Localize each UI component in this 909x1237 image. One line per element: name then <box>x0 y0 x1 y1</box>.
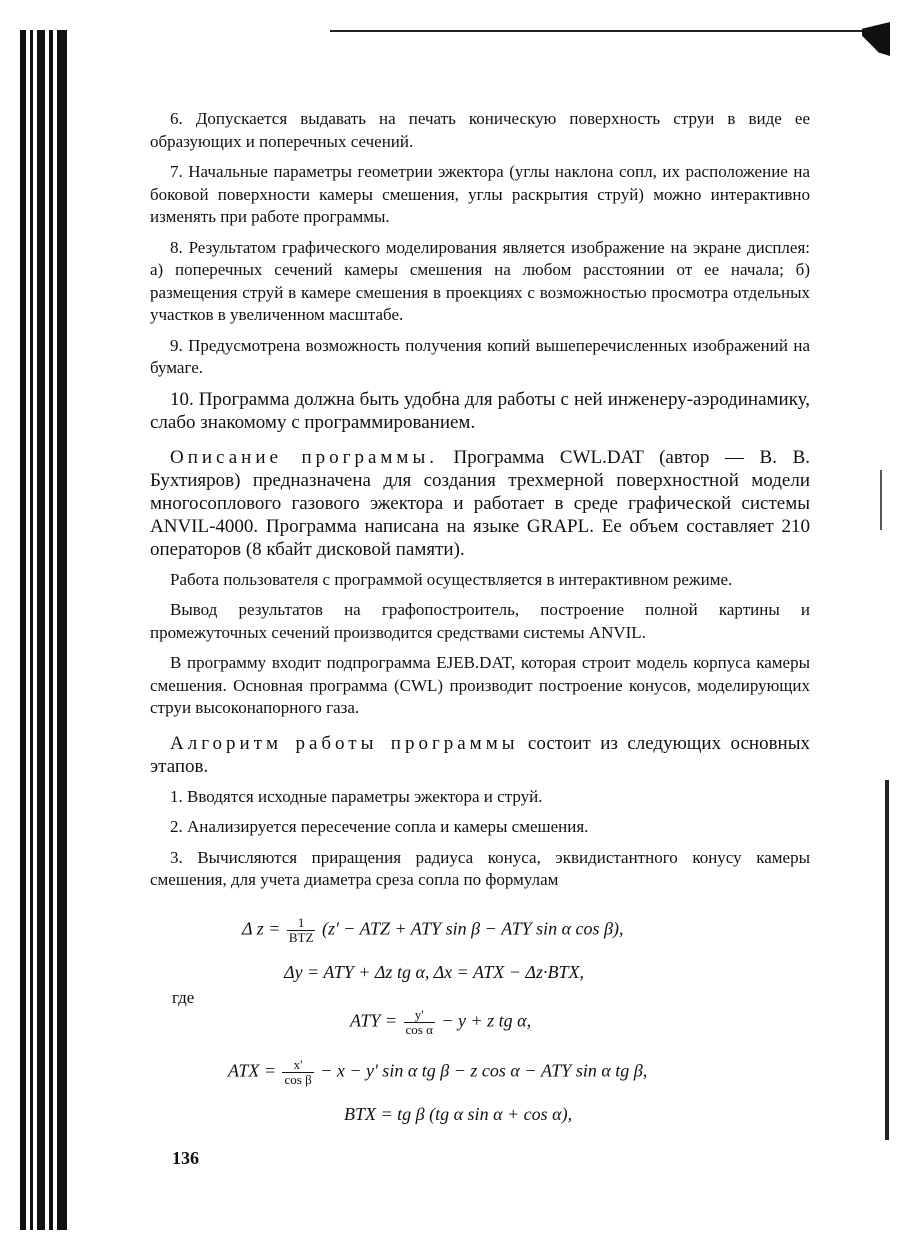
algorithm-paragraph <box>150 732 810 778</box>
subprogram-paragraph: В программу входит подпрограмма EJEB.DAT, которая строит модель корпуса камеры смешения. Основная программа (CWL) производит построение конусов, моделирующих струи высоконапорного газа. <box>150 653 810 717</box>
scan-binding-edge <box>20 30 68 1230</box>
scan-right-line-small <box>880 470 882 530</box>
formula-btx: BTX = tg β (tg α sin α + cos α), <box>344 1104 573 1124</box>
formula-aty-rhs: − y + z tg α, <box>441 1010 532 1031</box>
scan-corner-mark <box>862 22 890 56</box>
algorithm-text: состоит из следующих основных этапов. <box>150 732 810 777</box>
formula-delta-z-lhs: Δ z = <box>242 918 281 939</box>
description-paragraph <box>150 446 810 561</box>
step-3: 3. Вычисляются приращения радиуса конуса, эквидистантного конусу камеры смешения, для учета диаметра среза сопла по формулам <box>150 847 810 889</box>
formula-aty-num: y' <box>404 1008 435 1023</box>
output-paragraph: Вывод результатов на графопостроитель, построение полной картины и промежуточных сечений производится средствами системы ANVIL. <box>150 600 810 642</box>
formula-aty-den: cos α <box>405 1022 433 1037</box>
formula-atx-num: x' <box>282 1058 313 1073</box>
formula-atx-rhs: − x − y' sin α tg β − z cos α − ATY sin α tg β, <box>320 1060 648 1081</box>
formula-aty-lhs: ATY = <box>350 1010 397 1031</box>
step-1: 1. Вводятся исходные параметры эжектора и струй. <box>170 786 543 806</box>
formula-delta-z <box>242 916 624 945</box>
item-7: 7. Начальные параметры геометрии эжектора (углы наклона сопл, их расположение на боковой поверхности камеры смешения, углы раскрытия струй) можно интерактивно изменять при работе программы. <box>150 162 810 226</box>
user-work-paragraph: Работа пользователя с программой осуществляется в интерактивном режиме. <box>170 569 733 589</box>
formula-atx-den: cos β <box>284 1072 312 1087</box>
description-label: Описание программы. <box>170 446 438 468</box>
scan-right-line <box>885 780 889 1140</box>
formula-atx-lhs: ATX = <box>228 1060 276 1081</box>
formula-delta-z-fraction <box>287 916 316 945</box>
page-number: 136 <box>172 1148 199 1168</box>
formula-delta-z-den: BTZ <box>288 930 314 945</box>
description-text: Программа CWL.DAT (автор — В. В. Бухтияров) предназначена для создания трехмерной поверхностной модели многосоплового газового эжектора и работает в среде графической системы ANVIL-4000. Программа написана на языке GRAPL. Ее объем составляет 210 операторов (8 кбайт дисковой памяти). <box>150 446 810 560</box>
step-2: 2. Анализируется пересечение сопла и камеры смешения. <box>170 817 589 836</box>
formula-delta-z-rhs: (z' − ATZ + ATY sin β − ATY sin α cos β), <box>321 918 624 939</box>
formula-delta-z-num: 1 <box>287 916 316 931</box>
where-label: где <box>172 988 195 1007</box>
item-8: 8. Результатом графического моделирования является изображение на экране дисплея: а) поперечных сечений камеры смешения на любом расстоянии от ее начала; б) размещения струй в камере смешения в проекциях с возможностью просмотра отдельных участков в увеличенном масштабе. <box>150 237 810 324</box>
formula-delta-y-x: Δy = ATY + Δz tg α, Δx = ATX − Δz·BTX, <box>284 962 584 982</box>
formula-aty-fraction <box>404 1008 435 1037</box>
formula-atx-fraction <box>282 1058 313 1087</box>
formula-aty <box>350 1008 531 1037</box>
item-10: 10. Программа должна быть удобна для работы с ней инженеру-аэродинамику, слабо знакомому с программированием. <box>150 388 810 433</box>
item-9: 9. Предусмотрена возможность получения копий вышеперечисленных изображений на бумаге. <box>150 335 810 377</box>
formula-atx <box>228 1058 647 1087</box>
item-6: 6. Допускается выдавать на печать коническую поверхность струи в виде ее образующих и поперечных сечений. <box>150 109 810 151</box>
page-text <box>150 108 810 900</box>
algorithm-label: Алгоритм работы программы <box>170 732 519 754</box>
scan-top-line <box>330 30 890 32</box>
